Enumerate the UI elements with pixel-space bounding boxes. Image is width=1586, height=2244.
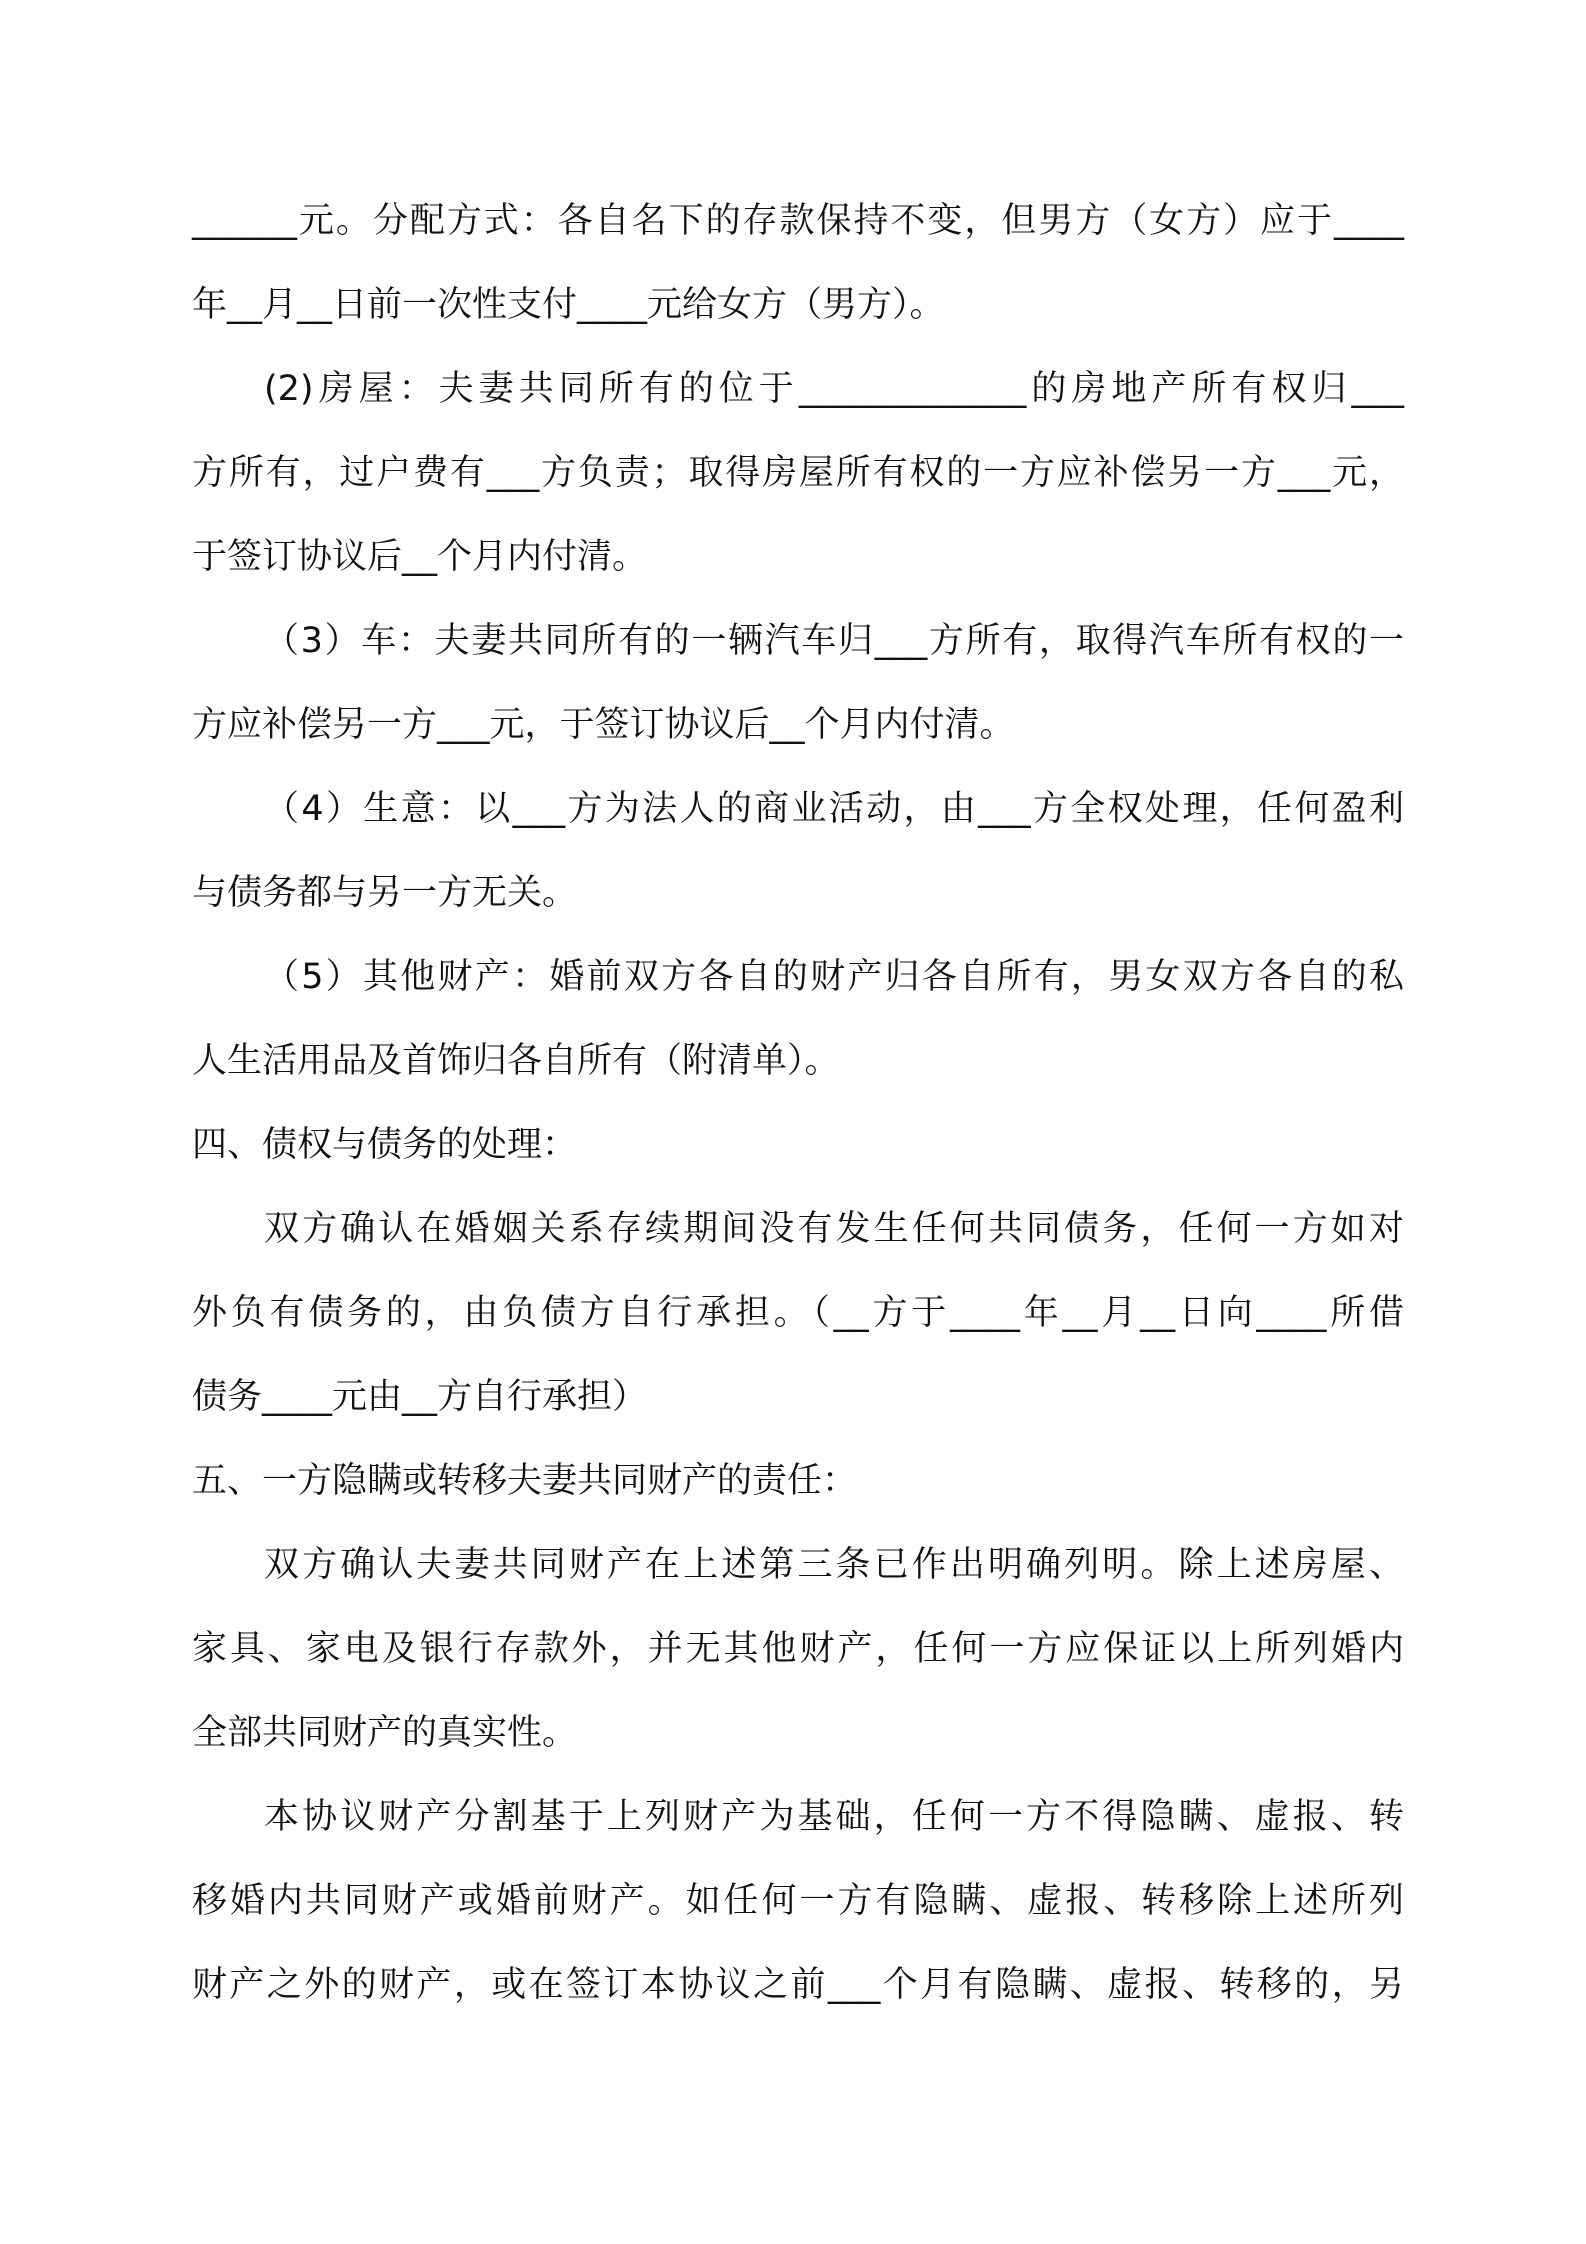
text-line: 人生活用品及首饰归各自所有（附清单）。 bbox=[192, 1041, 840, 1081]
text-line: （3）车：夫妻共同所有的一辆汽车归___方所有，取得汽车所有权的一 bbox=[264, 621, 1404, 661]
text-line: 双方确认在婚姻关系存续期间没有发生任何共同债务，任何一方如对 bbox=[264, 1209, 1404, 1249]
text-line: 本协议财产分割基于上列财产为基础，任何一方不得隐瞒、虚报、转 bbox=[264, 1797, 1404, 1837]
text-line: 家具、家电及银行存款外，并无其他财产，任何一方应保证以上所列婚内 bbox=[192, 1629, 1404, 1669]
text-line: (2)房屋：夫妻共同所有的位于_____________的房地产所有权归___ bbox=[264, 369, 1404, 409]
text-line: 于签订协议后__个月内付清。 bbox=[192, 537, 648, 577]
text-line: 年__月__日前一次性支付____元给女方（男方）。 bbox=[192, 285, 945, 325]
text-line: （5）其他财产：婚前双方各自的财产归各自所有，男女双方各自的私 bbox=[264, 957, 1404, 997]
text-line: （4）生意：以___方为法人的商业活动，由___方全权处理，任何盈利 bbox=[264, 789, 1404, 829]
text-line: 财产之外的财产，或在签订本协议之前___个月有隐瞒、虚报、转移的，另 bbox=[192, 1965, 1404, 2005]
text-line: 外负有债务的，由负债方自行承担。（__方于____年__月__日向____所借 bbox=[192, 1293, 1404, 1333]
text-line: 四、债权与债务的处理： bbox=[192, 1125, 578, 1165]
text-line: 全部共同财产的真实性。 bbox=[192, 1713, 578, 1753]
text-line: 方应补偿另一方___元，于签订协议后__个月内付清。 bbox=[192, 705, 1015, 745]
text-line: 与债务都与另一方无关。 bbox=[192, 873, 578, 913]
text-line: 五、一方隐瞒或转移夫妻共同财产的责任： bbox=[192, 1461, 858, 1501]
text-line: ______元。分配方式：各自名下的存款保持不变，但男方（女方）应于____ bbox=[192, 201, 1404, 241]
text-line: 双方确认夫妻共同财产在上述第三条已作出明确列明。除上述房屋、 bbox=[264, 1545, 1404, 1585]
document-body bbox=[192, 200, 1404, 2048]
text-line: 债务____元由__方自行承担） bbox=[192, 1377, 648, 1417]
text-line: 方所有，过户费有___方负责；取得房屋所有权的一方应补偿另一方___元， bbox=[192, 453, 1404, 493]
text-line: 移婚内共同财产或婚前财产。如任何一方有隐瞒、虚报、转移除上述所列 bbox=[192, 1881, 1404, 1921]
